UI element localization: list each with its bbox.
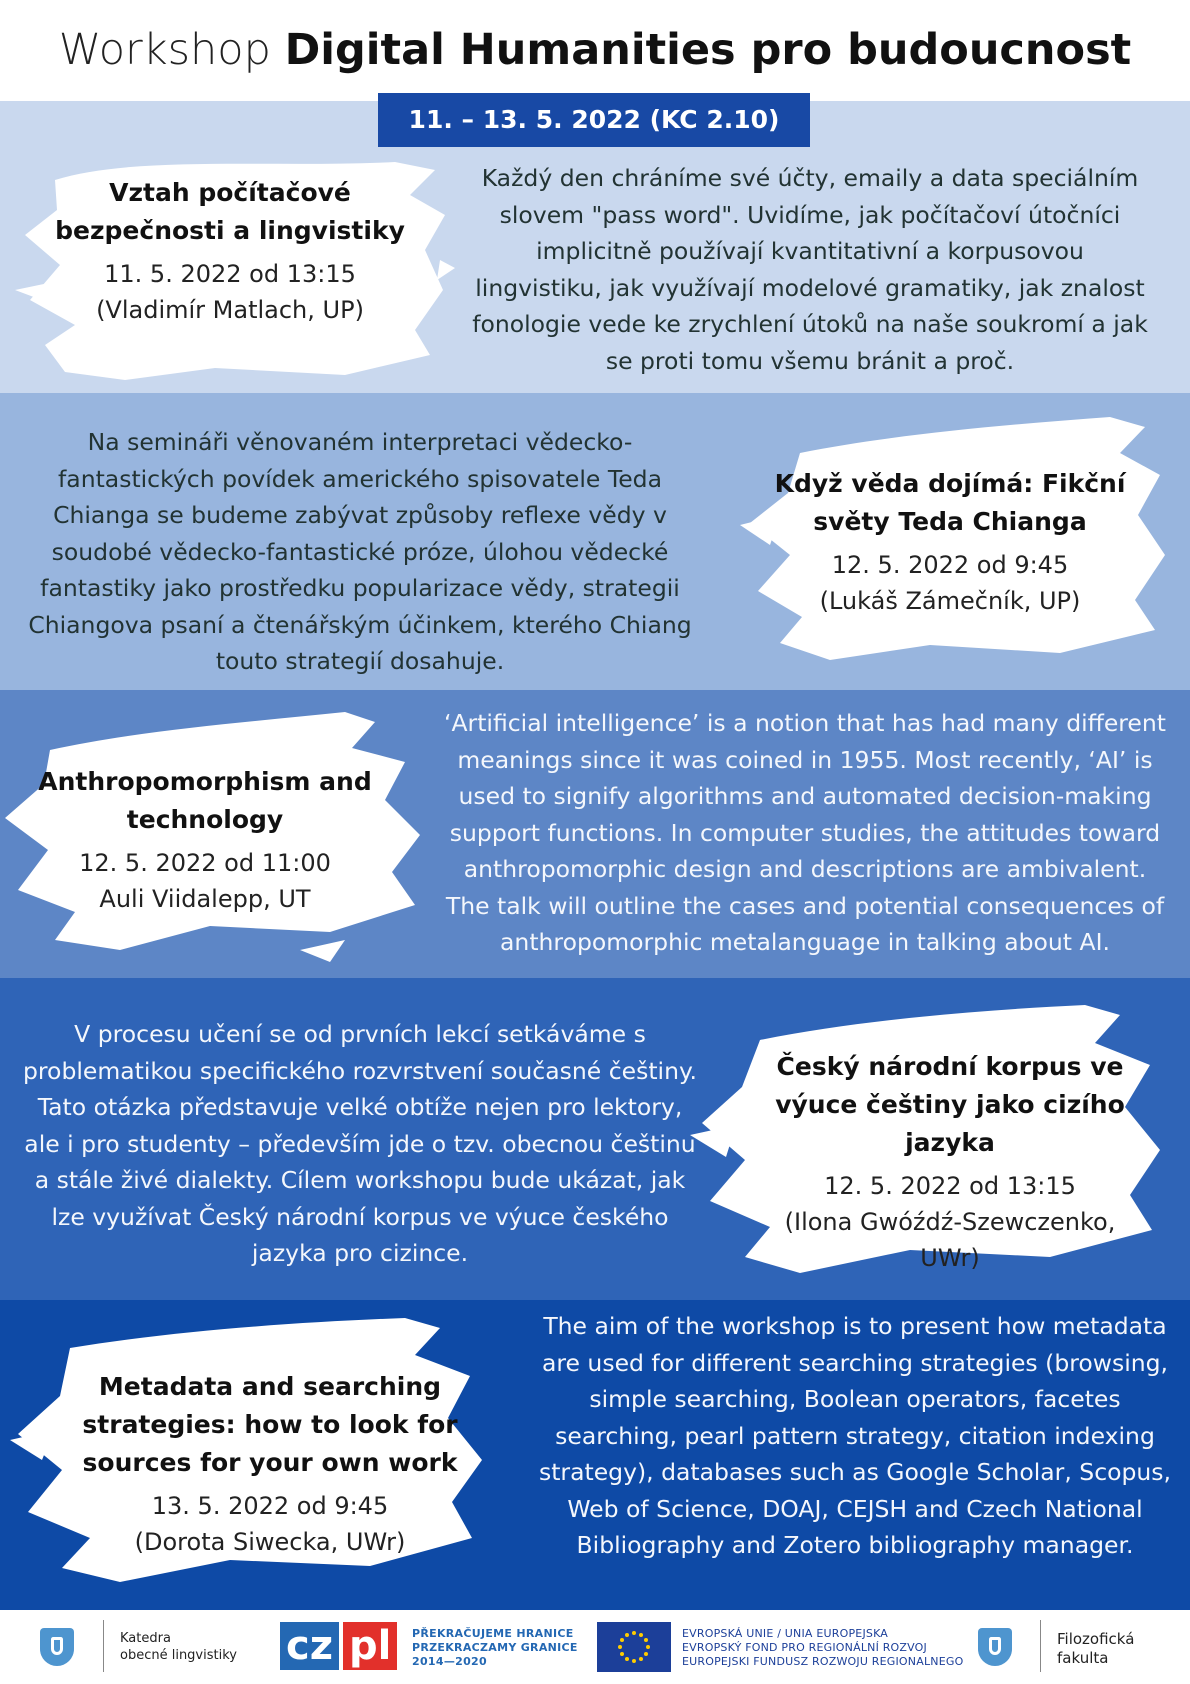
eu-fund-text: EVROPSKÁ UNIE / UNIA EUROPEJSKA EVROPSKÝ FOND PRO REGIONÁLNÍ ROZVOJ EUROPEJSKI FUNDUSZ ROZWOJU REGIONALNEGO [682,1627,964,1668]
session-5-description: The aim of the workshop is to present how metadata are used for different searching strategies (browsing, simple searching, Boolean operators, facetes searching, pearl pattern strategy, citation indexing strategy), databases such as Google Scholar, Scopus, Web of Science, DOAJ, CEJSH and Czech National Bibliography and Zotero bibliography manager. [538,1312,1172,1559]
session-3-info [15,763,395,917]
session-1-date: 11. 5. 2022 od 13:15 [104,260,356,288]
upol-seal-icon [40,1628,74,1666]
session-5-date: 13. 5. 2022 od 9:45 [151,1492,389,1520]
czpl-logo [280,1622,397,1670]
date-badge: 11. – 13. 5. 2022 (KC 2.10) [378,93,810,147]
footer [0,1610,1190,1684]
session-4-speaker: (Ilona Gwóźdź-Szewczenko, UWr) [784,1208,1116,1272]
session-5-speaker: (Dorota Siwecka, UWr) [134,1528,406,1556]
session-1-info [40,174,420,328]
session-2-speaker: (Lukáš Zámečník, UP) [819,587,1081,615]
czpl-logo-cz: cz [280,1622,339,1670]
department-name: Katedra obecné lingvistiky [120,1631,237,1663]
session-5-title: Metadata and searching strategies: how to look for sources for your own work [82,1372,458,1477]
footer-divider [103,1620,104,1672]
upol-seal-icon [978,1628,1012,1666]
title-main: Digital Humanities pro budoucnost [284,25,1132,75]
session-4-description: V procesu učení se od prvních lekcí setkáváme s problematikou specifického rozvrstvení současné češtiny. Tato otázka představuje velké obtíže nejen pro lektory, ale i pro studenty – především jde o tzv. obecnou češtinu a stále živé dialekty. Cílem workshopu bude ukázat, jak lze využívat Český národní korpus ve výuce českého jazyka pro cizince. [23,1020,697,1267]
session-1-speaker: (Vladimír Matlach, UP) [96,296,364,324]
eu-flag-icon [597,1622,671,1672]
session-3-date: 12. 5. 2022 od 11:00 [79,849,331,877]
session-4-title: Český národní korpus ve výuce češtiny jako cizího jazyka [775,1052,1125,1157]
session-3-title: Anthropomorphism and technology [38,767,372,834]
session-3-description: ‘Artificial intelligence’ is a notion that has had many different meanings since it was coined in 1955. Most recently, ‘AI’ is used to signify algorithms and automated decision-making support functions. In computer studies, the attitudes toward anthropomorphic design and descriptions are ambivalent. The talk will outline the cases and potential consequences of anthropomorphic metalanguage in talking about AI. [444,709,1166,956]
session-5-info [70,1368,470,1560]
czpl-program-text: PŘEKRAČUJEME HRANICE PRZEKRACZAMY GRANICE 2014—2020 [412,1627,578,1668]
page-title [0,18,1190,82]
faculty-name: Filozofická fakulta [1057,1630,1135,1667]
session-1-title: Vztah počítačové bezpečnosti a lingvistiky [55,178,405,245]
session-2-title: Když věda dojímá: Fikční světy Teda Chianga [774,469,1126,536]
session-4-info [760,1048,1140,1276]
session-2-date: 12. 5. 2022 od 9:45 [831,551,1069,579]
title-prefix: Workshop [58,25,271,75]
session-3-speaker: Auli Viidalepp, UT [99,885,311,913]
session-1-description: Každý den chráníme své účty, emaily a data speciálním slovem "pass word". Uvidíme, jak počítačoví útočníci implicitně používají kvantitativní a korpusovou lingvistiku, jak využívají modelové gramatiky, jak znalost fonologie vede ke zrychlení útoků na naše soukromí a jak se proti tomu všemu bránit a proč. [472,164,1148,375]
footer-divider [1040,1620,1041,1672]
session-2-description: Na semináři věnovaném interpretaci vědecko-fantastických povídek amerického spisovatele Teda Chianga se budeme zabývat způsoby reflexe vědy v soudobé vědecko-fantastické próze, úlohou vědecké fantastiky jako prostředku popularizace vědy, strategii Chiangova psaní a čtenářským účinkem, kterého Chiang touto strategií dosahuje. [28,428,692,675]
session-2-info [760,465,1140,619]
czpl-logo-pl: pl [343,1622,397,1670]
session-4-date: 12. 5. 2022 od 13:15 [824,1172,1076,1200]
